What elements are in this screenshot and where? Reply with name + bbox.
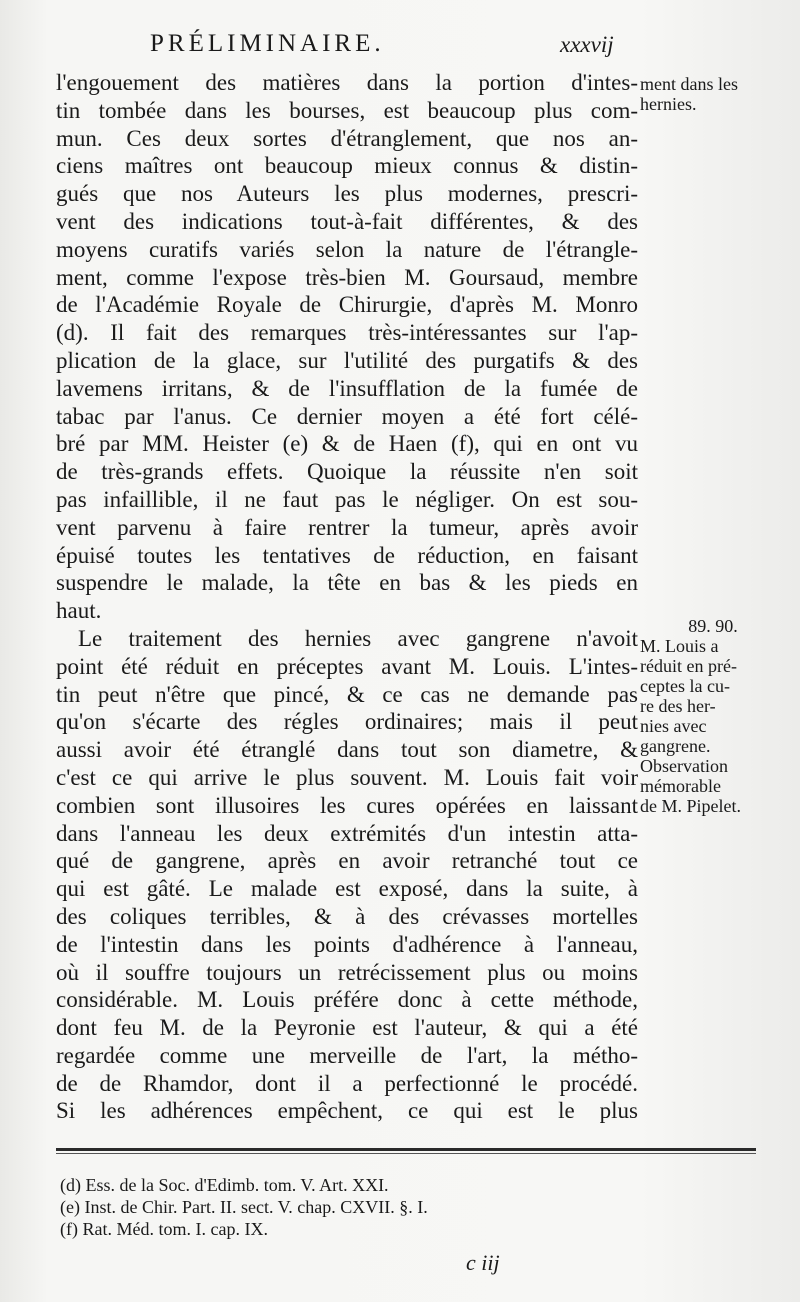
text-line: regardée comme une merveille de l'art, la métho- <box>56 1042 638 1068</box>
text-line: combien sont illusoires les cures opérées en laissant <box>56 792 638 818</box>
text-line: bré par MM. Heister (e) & de Haen (f), qui en ont vu <box>56 431 638 457</box>
text-line: vent parvenu à faire rentrer la tumeur, après avoir <box>56 514 638 540</box>
text-line: dont feu M. de la Peyronie est l'auteur, & qui a été <box>56 1015 638 1041</box>
footnote-f: (f) Rat. Méd. tom. I. cap. IX. <box>60 1219 268 1239</box>
page-header <box>150 30 614 66</box>
text-line: gués que nos Auteurs les plus modernes, prescri- <box>56 181 638 207</box>
text-line: vent des indications tout-à-fait différentes, & des <box>56 208 638 234</box>
text-line: plication de la glace, sur l'utilité des purgatifs & des <box>56 347 638 373</box>
text-line: dans l'anneau les deux extrémités d'un intestin atta- <box>56 820 638 846</box>
text-line: de très-grands effets. Quoique la réussite n'en soit <box>56 459 638 485</box>
text-line: où il souffre toujours un retrécissement plus ou moins <box>56 959 638 985</box>
margin-note-line: ment dans les <box>640 74 738 94</box>
text-line: l'engouement des matières dans la portion d'intes- <box>56 70 638 95</box>
text-line: lavemens irritans, & de l'insufflation de la fumée de <box>56 375 638 401</box>
footnote-d: (d) Ess. de la Soc. d'Edimb. tom. V. Art. XXI. <box>60 1175 389 1195</box>
text-line: Si les adhérences empêchent, ce qui est le plus <box>56 1098 638 1124</box>
text-line: suspendre le malade, la tête en bas & les pieds en <box>56 570 638 596</box>
margin-note-hernies <box>640 74 800 114</box>
margin-note-line: mémorable <box>640 776 721 796</box>
text-line: tabac par l'anus. Ce dernier moyen a été fort célé- <box>56 403 638 429</box>
text-line: de l'Académie Royale de Chirurgie, d'après M. Monro <box>56 292 638 318</box>
margin-note-louis <box>640 616 800 816</box>
text-line: (d). Il fait des remarques très-intéressantes sur l'ap- <box>56 320 638 346</box>
text-line: qu'on s'écarte des régles ordinaires; mais il peut <box>56 709 638 735</box>
margin-note-line: re des her- <box>640 696 716 716</box>
text-line: tin tombée dans les bourses, est beaucoup plus com- <box>56 97 638 123</box>
signature-mark: c iij <box>466 1250 500 1275</box>
margin-note-line: de M. Pipelet. <box>640 796 741 816</box>
margin-note-line: M. Louis a <box>640 636 719 656</box>
footnote-e: (e) Inst. de Chir. Part. II. sect. V. chap. CXVII. §. I. <box>60 1197 428 1217</box>
text-line: aussi avoir été étranglé dans tout son diametre, & <box>56 737 638 763</box>
text-line: haut. <box>56 598 102 624</box>
text-line: qué de gangrene, après en avoir retranché tout ce <box>56 848 638 874</box>
footnote-divider <box>56 1148 756 1151</box>
margin-note-line: réduit en pré- <box>640 656 737 676</box>
text-line: qui est gâté. Le malade est exposé, dans la suite, à <box>56 876 638 902</box>
text-line: Le traitement des hernies avec gangrene n'avoit <box>78 625 638 651</box>
margin-note-line: nies avec <box>640 716 707 736</box>
margin-note-line: hernies. <box>640 94 697 114</box>
text-line: ciens maîtres ont beaucoup mieux connus & distin- <box>56 153 638 179</box>
margin-note-paragraph-number: 89. 90. <box>688 616 738 636</box>
margin-note-line: Observation <box>640 756 728 776</box>
page-number: xxxvij <box>560 32 614 57</box>
text-line: c'est ce qui arrive le plus souvent. M. Louis fait voir <box>56 764 638 790</box>
text-line: épuisé toutes les tentatives de réduction, en faisant <box>56 542 638 568</box>
text-line: de de Rhamdor, dont il a perfectionné le procédé. <box>56 1070 638 1096</box>
text-line: tin peut n'être que pincé, & ce cas ne demande pas <box>56 681 638 707</box>
text-line: moyens curatifs variés selon la nature de l'étrangle- <box>56 236 638 262</box>
text-line: considérable. M. Louis préfére donc à cette méthode, <box>56 987 638 1013</box>
text-line: point été réduit en préceptes avant M. Louis. L'intes- <box>56 653 638 679</box>
text-line: pas infaillible, il ne faut pas le négliger. On est sou- <box>56 486 638 512</box>
running-title: PRÉLIMINAIRE. <box>150 30 385 57</box>
text-line: des coliques terribles, & à des crévasses mortelles <box>56 903 638 929</box>
footnote-divider-thin <box>56 1153 756 1154</box>
text-line: mun. Ces deux sortes d'étranglement, que nos an- <box>56 125 638 151</box>
main-text-block <box>56 69 638 1125</box>
footnotes <box>60 1174 660 1240</box>
text-line: de l'intestin dans les points d'adhérence à l'anneau, <box>56 931 638 957</box>
margin-note-line: gangrene. <box>640 736 711 756</box>
text-line: ment, comme l'expose très-bien M. Goursaud, membre <box>56 264 638 290</box>
margin-note-line: ceptes la cu- <box>640 676 730 696</box>
